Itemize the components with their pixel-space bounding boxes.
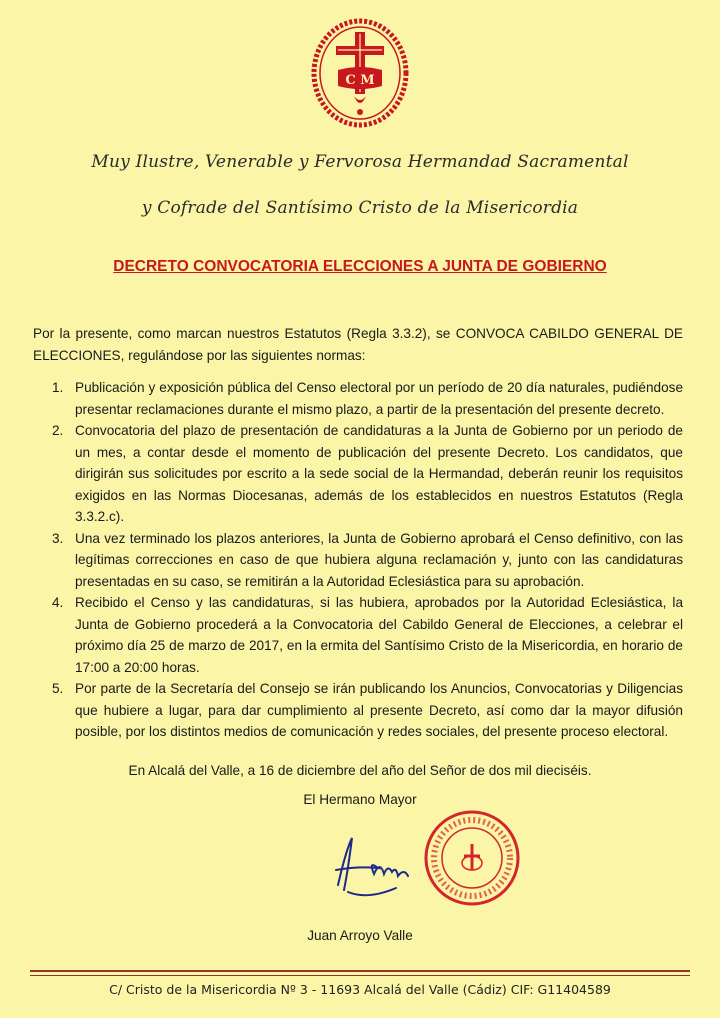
signature <box>318 830 418 900</box>
brotherhood-seal <box>422 808 522 908</box>
decree-intro: Por la presente, como marcan nuestros Estatutos (Regla 3.3.2), se CONVOCA CABILDO GENERAL DE ELECCIONES, regulándose por las siguientes normas: <box>33 326 683 363</box>
decree-title: DECRETO CONVOCATORIA ELECCIONES A JUNTA DE GOBIERNO <box>113 258 607 275</box>
brotherhood-name-line2: y Cofrade del Santísimo Cristo de la Misericordia <box>141 198 579 218</box>
brotherhood-name-line1: Muy Ilustre, Venerable y Fervorosa Hermandad Sacramental <box>91 152 629 172</box>
footer-rule <box>30 970 690 972</box>
norm-text: Una vez terminado los plazos anteriores, la Junta de Gobierno aprobará el Censo definitivo, con las legítimas correcciones en caso de que hubiera alguna reclamación y, junto con las candidaturas presentadas en su caso, se remitirán a la Autoridad Eclesiástica para su aprobación. <box>75 530 683 589</box>
brotherhood-emblem <box>310 18 410 128</box>
place-date: En Alcalá del Valle, a 16 de diciembre del año del Señor de dos mil dieciséis. <box>128 763 592 778</box>
norm-number: 2. <box>52 423 64 438</box>
norm-number: 1. <box>52 380 64 395</box>
norm-number: 3. <box>52 530 64 546</box>
norm-item <box>33 420 683 528</box>
norm-item <box>33 678 683 743</box>
norm-text: Por parte de la Secretaría del Consejo se irán publicando los Anuncios, Convocatorias y Diligencias que hubiere a lugar, para dar cumplimiento al presente Decreto, así como dar la mayor difusión posible, por los distintos medios de comunicación y redes sociales, del presente proceso electoral. <box>75 681 683 739</box>
signer-role: El Hermano Mayor <box>303 792 417 807</box>
norm-text: Publicación y exposición pública del Censo electoral por un período de 20 día naturales, pudiéndose presentar reclamaciones durante el mismo plazo, a partir de la presentación del presente decreto. <box>75 380 683 417</box>
footer-rule-thin <box>30 975 690 976</box>
norms-list <box>33 377 683 743</box>
footer-address: C/ Cristo de la Misericordia Nº 3 - 11693 Alcalá del Valle (Cádiz) CIF: G11404589 <box>109 982 611 997</box>
norm-number: 4. <box>52 595 64 610</box>
norm-item <box>33 528 683 593</box>
svg-text:C M: C M <box>345 73 375 88</box>
norm-item <box>33 377 683 420</box>
norm-item <box>33 592 683 678</box>
norm-number: 5. <box>52 681 64 696</box>
norm-text: Convocatoria del plazo de presentación de candidaturas a la Junta de Gobierno por un periodo de un mes, a contar desde el momento de publicación del presente Decreto. Los candidatos, que dirigirán sus solicitudes por escrito a la sede social de la Hermandad, deberán reunir los requisitos exigidos en las Normas Diocesanas, además de los establecidos en nuestros Estatutos (Regla 3.3.2.c). <box>75 423 683 524</box>
signer-name: Juan Arroyo Valle <box>307 928 413 943</box>
norm-text: Recibido el Censo y las candidaturas, si las hubiera, aprobados por la Autoridad Eclesiástica, la Junta de Gobierno procederá a la Convocatoria del Cabildo General de Elecciones, a celebrar el próximo día 25 de marzo de 2017, en la ermita del Santísimo Cristo de la Misericordia, en horario de 17:00 a 20:00 horas. <box>75 595 683 675</box>
